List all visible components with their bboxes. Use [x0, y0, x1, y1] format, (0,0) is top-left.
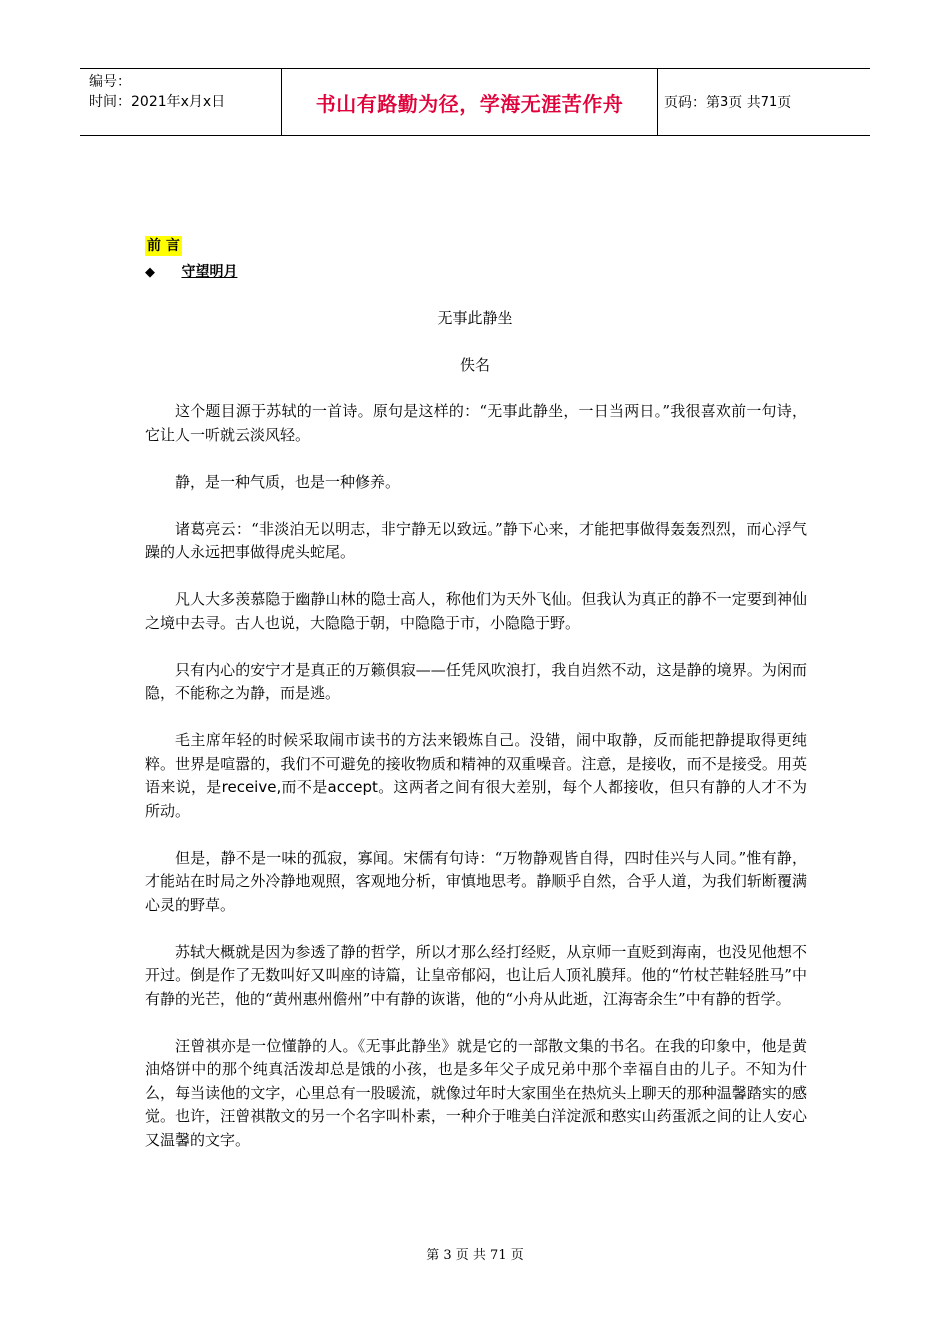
article-author: 佚名 [459, 356, 490, 374]
paragraph: 这个题目源于苏轼的一首诗。原句是这样的：“无事此静坐，一日当两日。”我很喜欢前一句诗，它让人一听就云淡风轻。 [145, 402, 807, 444]
header-motto: 书山有路勤为径，学海无涯苦作舟 [282, 69, 658, 135]
paragraph-mao: 毛主席年轻的时候采取闹市读书的方法来锻炼自己。没错，闹中取静，反而能把静提取得更纯粹。世界是喧嚣的，我们不可避免的接收物质和精神的双重噪音。注意，是接收，而不是接受。用英语来说，是receive,而不是accept。这两者之间有很大差别，每个人都接收，但只有静的人才不为所动。 [145, 731, 807, 820]
paragraph: 只有内心的安宁才是真正的万籁俱寂——任凭风吹浪打，我自岿然不动，这是静的境界。为闲而隐，不能称之为静，而是逃。 [145, 660, 807, 702]
page-prefix: 页码：第 [664, 95, 720, 111]
page-suffix: 页 [777, 95, 792, 111]
english-word-accept: accept [327, 778, 378, 796]
paragraph: 诸葛亮云：“非淡泊无以明志，非宁静无以致远。”静下心来，才能把事做得轰轰烈烈，而心浮气躁的人永远把事做得虎头蛇尾。 [145, 519, 807, 561]
diamond-bullet-icon: ◆ [145, 265, 155, 280]
paragraph: 但是，静不是一味的孤寂，寡闻。宋儒有句诗：“万物静观皆自得，四时佳兴与人同。”惟有静，才能站在时局之外冷静地观照，客观地分析，审慎地思考。静顺乎自然，合乎人道，为我们斩断覆满心灵的野草。 [145, 848, 807, 914]
header-meta [80, 69, 282, 135]
article-body [145, 400, 807, 1176]
page-total: 71 [760, 94, 778, 110]
header-page-info [658, 69, 870, 135]
toc-entry[interactable] [145, 262, 243, 283]
page-header [80, 68, 870, 136]
preface-heading: 前 言 [147, 238, 180, 254]
page-current: 3 [720, 94, 729, 110]
paragraph: 静，是一种气质，也是一种修养。 [175, 472, 401, 491]
document-number: 编号： [89, 74, 131, 90]
english-word-receive: receive, [221, 778, 282, 796]
paragraph: 苏轼大概就是因为参透了静的哲学，所以才那么经打经贬，从京师一直贬到海南，也没见他想不开过。倒是作了无数叫好又叫座的诗篇，让皇帝郁闷，也让后人顶礼膜拜。他的“竹杖芒鞋轻胜马”中有静的光芒，他的“黄州惠州儋州”中有静的诙谐，他的“小舟从此逝，江海寄余生”中有静的哲学。 [145, 942, 807, 1008]
document-time: 时间：2021年x月x日 [89, 94, 226, 110]
page-footer: 第 3 页 共 71 页 [426, 1248, 524, 1263]
page-middle: 页 共 [728, 95, 761, 111]
paragraph: 凡人大多羡慕隐于幽静山林的隐士高人，称他们为天外飞仙。但我认为真正的静不一定要到神仙之境中去寻。古人也说，大隐隐于朝，中隐隐于市，小隐隐于野。 [145, 590, 807, 632]
paragraph: 汪曾祺亦是一位懂静的人。《无事此静坐》就是它的一部散文集的书名。在我的印象中，他是黄油烙饼中的那个纯真活泼却总是饿的小孩，也是多年父子成兄弟中那个幸福自由的儿子。不知为什么，每当读他的文字，心里总有一股暖流，就像过年时大家围坐在热炕头上聊天的那种温馨踏实的感觉。也许，汪曾祺散文的另一个名字叫朴素，一种介于唯美白洋淀派和憨实山药蛋派之间的让人安心又温馨的文字。 [145, 1036, 807, 1149]
article-title: 无事此静坐 [437, 309, 513, 327]
toc-entry-title[interactable]: 守望明月 [181, 264, 238, 280]
